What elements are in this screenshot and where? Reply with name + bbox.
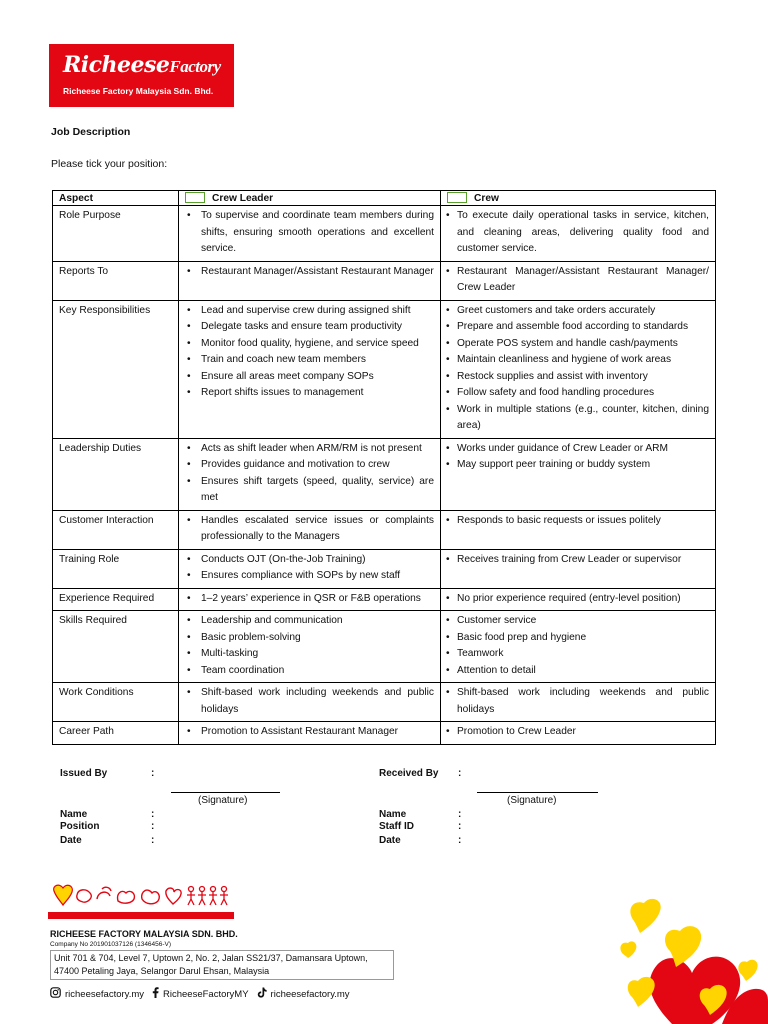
aspect-cell: Key Responsibilities xyxy=(53,300,179,438)
bullet-list xyxy=(447,685,709,718)
tiktok-handle: richeesefactory.my xyxy=(270,988,350,1000)
header-aspect: Aspect xyxy=(53,191,179,206)
tiktok-icon xyxy=(257,987,267,1001)
social-instagram[interactable] xyxy=(50,987,144,1001)
crew-cell xyxy=(441,549,716,588)
bullet-list xyxy=(185,552,434,585)
list-item: • Work in multiple stations (e.g., counter, kitchen, dining area) xyxy=(447,402,709,435)
table-row xyxy=(53,300,716,438)
list-item: • Ensures shift targets (speed, quality, service) are met xyxy=(185,474,434,507)
list-item: • Restaurant Manager/Assistant Restaurant Manager xyxy=(185,264,434,281)
crew-leader-cell xyxy=(179,683,441,722)
logo-subtitle: Richeese Factory Malaysia Sdn. Bhd. xyxy=(63,86,214,96)
list-item: • Shift-based work including weekends and public holidays xyxy=(185,685,434,718)
list-item: • Team coordination xyxy=(185,663,434,680)
list-item: • Shift-based work including weekends and public holidays xyxy=(447,685,709,718)
footer-address-line-2: 47400 Petaling Jaya, Selangor Darul Ehsan, Malaysia xyxy=(54,966,270,976)
table-row xyxy=(53,438,716,510)
instagram-handle: richeesefactory.my xyxy=(65,988,145,1000)
list-item: • Train and coach new team members xyxy=(185,352,434,369)
header-crew-leader xyxy=(179,191,441,206)
bullet-list xyxy=(447,264,709,297)
list-item: • Receives training from Crew Leader or supervisor xyxy=(447,552,709,569)
list-item: • No prior experience required (entry-level position) xyxy=(447,591,709,608)
company-logo xyxy=(49,44,234,107)
bullet-list xyxy=(185,303,434,402)
issued-by-signature-line[interactable] xyxy=(171,792,280,793)
list-item: • May support peer training or buddy system xyxy=(447,457,709,474)
received-by-label: Received By xyxy=(379,768,439,779)
facebook-handle: RicheeseFactoryMY xyxy=(163,988,249,1000)
table-header-row xyxy=(53,191,716,206)
list-item: • Acts as shift leader when ARM/RM is not present xyxy=(185,441,434,458)
header-crew-label: Crew xyxy=(474,193,499,204)
list-item: • Report shifts issues to management xyxy=(185,385,434,402)
social-tiktok[interactable] xyxy=(257,987,350,1001)
list-item: • Prepare and assemble food according to standards xyxy=(447,319,709,336)
list-item: • Promotion to Crew Leader xyxy=(447,724,709,741)
list-item: • Handles escalated service issues or complaints professionally to the Managers xyxy=(185,513,434,546)
bullet-list xyxy=(185,208,434,258)
issuer-position-label: Position xyxy=(60,821,100,832)
crew-leader-cell xyxy=(179,438,441,510)
aspect-cell: Training Role xyxy=(53,549,179,588)
aspect-cell: Skills Required xyxy=(53,611,179,683)
table-row xyxy=(53,683,716,722)
received-by-signature-caption: (Signature) xyxy=(507,795,557,806)
aspect-cell: Customer Interaction xyxy=(53,510,179,549)
crew-leader-cell xyxy=(179,206,441,262)
bullet-list xyxy=(447,552,709,569)
list-item: • Ensure all areas meet company SOPs xyxy=(185,369,434,386)
instruction-text: Please tick your position: xyxy=(51,158,168,170)
aspect-cell: Career Path xyxy=(53,722,179,745)
bullet-list xyxy=(185,264,434,281)
table-row xyxy=(53,261,716,300)
table-row xyxy=(53,588,716,611)
list-item: • Restock supplies and assist with inventory xyxy=(447,369,709,386)
crew-leader-cell xyxy=(179,549,441,588)
table-row xyxy=(53,206,716,262)
bullet-list xyxy=(447,724,709,741)
list-item: • Attention to detail xyxy=(447,663,709,680)
bullet-list xyxy=(185,724,434,741)
crew-leader-cell xyxy=(179,722,441,745)
bullet-list xyxy=(185,441,434,507)
list-item: • To execute daily operational tasks in service, kitchen, and cleaning areas, delivering quality food and customer service. xyxy=(447,208,709,258)
list-item: • To supervise and coordinate team members during shifts, ensuring smooth operations and excellent service. xyxy=(185,208,434,258)
list-item: • Delegate tasks and ensure team productivity xyxy=(185,319,434,336)
issued-by-colon: : xyxy=(151,768,155,779)
header-crew xyxy=(441,191,716,206)
logo-wordmark: RicheeseFactory xyxy=(63,52,221,78)
receiver-date-colon: : xyxy=(458,835,462,846)
list-item: • Leadership and communication xyxy=(185,613,434,630)
document-title: Job Description xyxy=(51,126,131,138)
issuer-date-colon: : xyxy=(151,835,155,846)
list-item: • Lead and supervise crew during assigned shift xyxy=(185,303,434,320)
header-crew-leader-label: Crew Leader xyxy=(212,193,274,204)
crew-leader-cell xyxy=(179,611,441,683)
issuer-date-label: Date xyxy=(60,835,82,846)
footer-address xyxy=(50,950,394,980)
decorative-hearts-graphic xyxy=(612,893,768,1024)
footer-address-line-1: Unit 701 & 704, Level 7, Uptown 2, No. 2, Jalan SS21/37, Damansara Uptown, xyxy=(54,953,368,963)
crew-cell xyxy=(441,206,716,262)
list-item: • Maintain cleanliness and hygiene of work areas xyxy=(447,352,709,369)
crew-leader-checkbox[interactable] xyxy=(185,192,205,203)
aspect-cell: Role Purpose xyxy=(53,206,179,262)
receiver-date-label: Date xyxy=(379,835,401,846)
received-by-signature-line[interactable] xyxy=(477,792,598,793)
issued-by-label: Issued By xyxy=(60,768,108,779)
list-item: • Basic problem-solving xyxy=(185,630,434,647)
list-item: • 1–2 years’ experience in QSR or F&B operations xyxy=(185,591,434,608)
crew-cell xyxy=(441,611,716,683)
crew-cell xyxy=(441,683,716,722)
bullet-list xyxy=(447,613,709,679)
social-facebook[interactable] xyxy=(152,987,249,1001)
crew-cell xyxy=(441,438,716,510)
job-description-table xyxy=(52,190,716,745)
table-row xyxy=(53,722,716,745)
list-item: • Monitor food quality, hygiene, and service speed xyxy=(185,336,434,353)
aspect-cell: Experience Required xyxy=(53,588,179,611)
receiver-name-colon: : xyxy=(458,809,462,820)
crew-checkbox[interactable] xyxy=(447,192,467,203)
issuer-name-label: Name xyxy=(60,809,88,820)
bullet-list xyxy=(185,513,434,546)
list-item: • Greet customers and take orders accurately xyxy=(447,303,709,320)
instagram-icon xyxy=(50,987,61,1001)
bullet-list xyxy=(447,591,709,608)
list-item: • Basic food prep and hygiene xyxy=(447,630,709,647)
aspect-cell: Reports To xyxy=(53,261,179,300)
footer-company-name: RICHEESE FACTORY MALAYSIA SDN. BHD. xyxy=(50,929,238,939)
table-row xyxy=(53,510,716,549)
bullet-list xyxy=(447,441,709,474)
aspect-cell: Leadership Duties xyxy=(53,438,179,510)
crew-cell xyxy=(441,588,716,611)
facebook-icon xyxy=(152,987,159,1001)
received-by-colon: : xyxy=(458,768,462,779)
crew-leader-cell xyxy=(179,510,441,549)
list-item: • Multi-tasking xyxy=(185,646,434,663)
bullet-list xyxy=(447,208,709,258)
receiver-staff-id-colon: : xyxy=(458,821,462,832)
list-item: • Provides guidance and motivation to crew xyxy=(185,457,434,474)
table-row xyxy=(53,611,716,683)
bullet-list xyxy=(185,591,434,608)
bullet-list xyxy=(447,513,709,530)
crew-cell xyxy=(441,722,716,745)
bullet-list xyxy=(447,303,709,435)
table-row xyxy=(53,549,716,588)
brand-doodle-icons xyxy=(50,881,234,909)
crew-leader-cell xyxy=(179,261,441,300)
crew-leader-cell xyxy=(179,300,441,438)
list-item: • Responds to basic requests or issues politely xyxy=(447,513,709,530)
list-item: • Works under guidance of Crew Leader or ARM xyxy=(447,441,709,458)
list-item: • Promotion to Assistant Restaurant Manager xyxy=(185,724,434,741)
receiver-name-label: Name xyxy=(379,809,407,820)
crew-leader-cell xyxy=(179,588,441,611)
list-item: • Operate POS system and handle cash/payments xyxy=(447,336,709,353)
list-item: • Ensures compliance with SOPs by new staff xyxy=(185,568,434,585)
receiver-staff-id-label: Staff ID xyxy=(379,821,414,832)
aspect-cell: Work Conditions xyxy=(53,683,179,722)
bullet-list xyxy=(185,613,434,679)
footer-registration-number: Company No 201901037126 (1346456-V) xyxy=(50,941,172,948)
crew-cell xyxy=(441,510,716,549)
issuer-name-colon: : xyxy=(151,809,155,820)
crew-cell xyxy=(441,261,716,300)
list-item: • Customer service xyxy=(447,613,709,630)
issuer-position-colon: : xyxy=(151,821,155,832)
issued-by-signature-caption: (Signature) xyxy=(198,795,248,806)
list-item: • Follow safety and food handling procedures xyxy=(447,385,709,402)
list-item: • Restaurant Manager/Assistant Restaurant Manager/ Crew Leader xyxy=(447,264,709,297)
list-item: • Conducts OJT (On-the-Job Training) xyxy=(185,552,434,569)
bullet-list xyxy=(185,685,434,718)
crew-cell xyxy=(441,300,716,438)
list-item: • Teamwork xyxy=(447,646,709,663)
footer-red-bar xyxy=(48,912,234,919)
footer-social-links xyxy=(50,987,358,1001)
